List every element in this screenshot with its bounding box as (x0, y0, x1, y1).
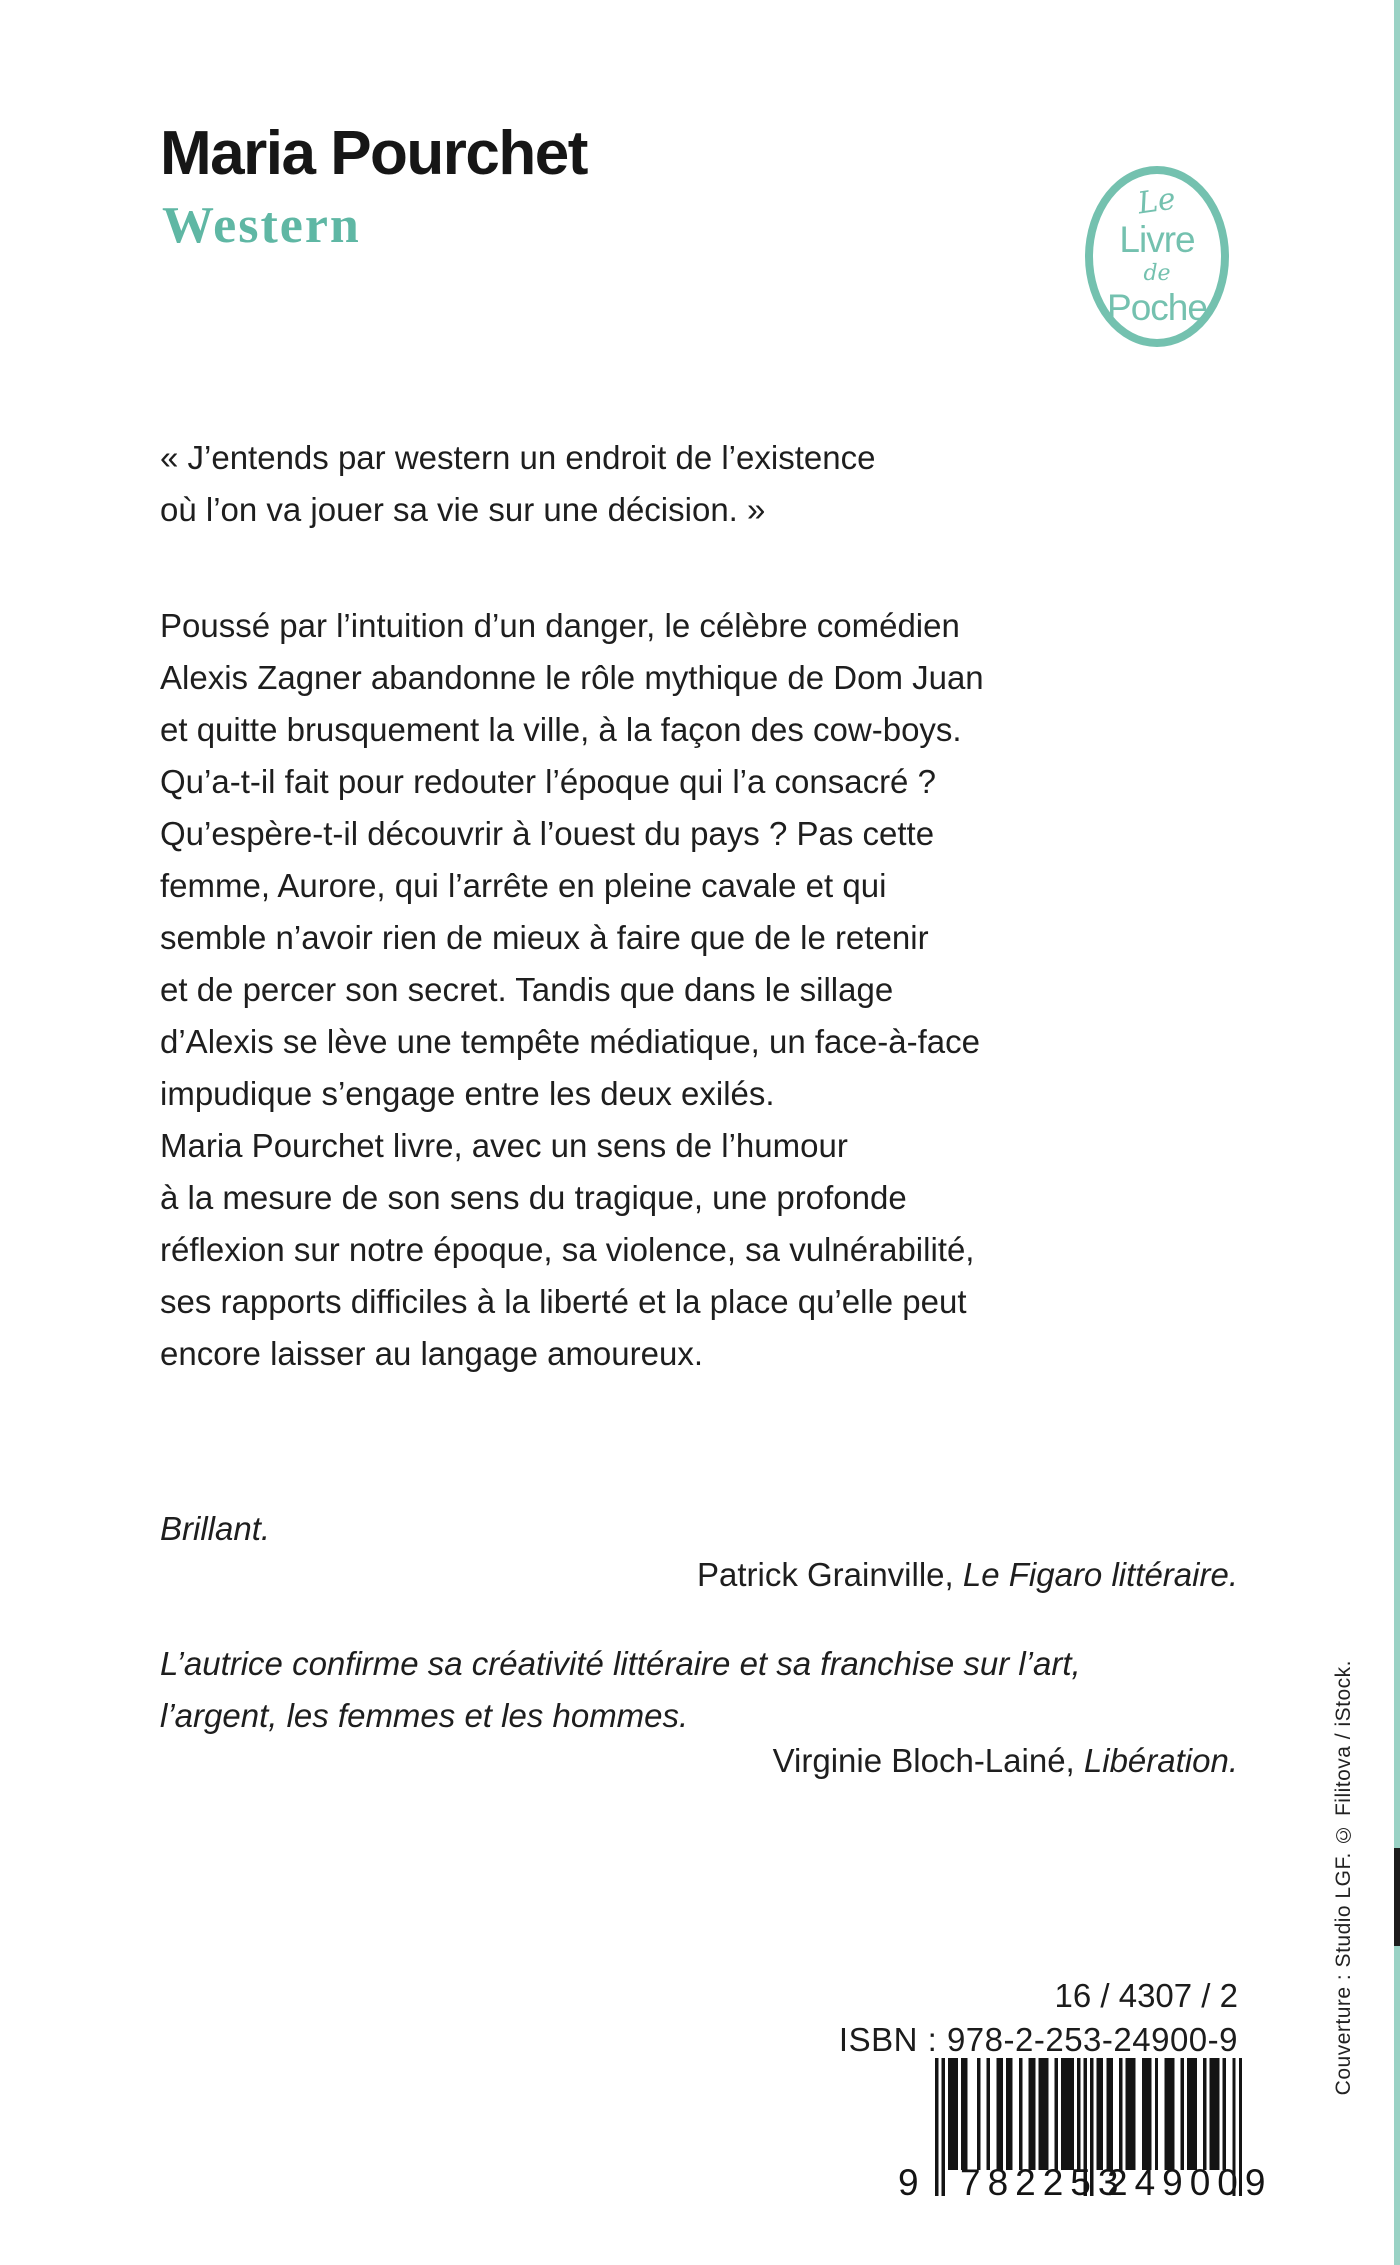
review-quote-figaro: Brillant. (160, 1510, 271, 1547)
review-source: Libération. (1083, 1742, 1238, 1779)
blurb-line: et de percer son secret. Tandis que dans le sillage (160, 971, 894, 1008)
cover-credit: Couverture : Studio LGF. © Filitova / iStock. (1332, 1659, 1355, 2095)
page-edge-dark-segment (1394, 1848, 1400, 1946)
review-quote-liberation (160, 1638, 1081, 1742)
review-attribution-liberation (160, 1742, 1238, 1780)
barcode-digit-left: 9 (898, 2162, 919, 2203)
epigraph-quote (160, 432, 875, 536)
review-source: Le Figaro littéraire. (962, 1556, 1238, 1593)
book-title: Western (162, 197, 361, 254)
blurb-line: Qu’a-t-il fait pour redouter l’époque qui l’a consacré ? (160, 763, 936, 800)
review-quote-line: l’argent, les femmes et les hommes. (160, 1697, 689, 1734)
blurb-line: à la mesure de son sens du tragique, une profonde (160, 1179, 907, 1216)
blurb-line: Maria Pourchet livre, avec un sens de l’humour (160, 1127, 848, 1164)
blurb-line: d’Alexis se lève une tempête médiatique, un face-à-face (160, 1023, 980, 1060)
livre-de-poche-logo (1085, 166, 1229, 347)
epigraph-line: où l’on va jouer sa vie sur une décision. » (160, 491, 766, 528)
logo-word-de: de (1143, 261, 1171, 286)
barcode-digit-group2: 249009 (1107, 2162, 1273, 2203)
logo-word-poche: Poche (1107, 287, 1207, 328)
reviewer-name: Patrick Grainville, (696, 1556, 963, 1593)
reviewer-name: Virginie Bloch-Lainé, (772, 1742, 1084, 1779)
author-name: Maria Pourchet (160, 119, 587, 188)
blurb-line: réflexion sur notre époque, sa violence, sa vulnérabilité, (160, 1231, 975, 1268)
blurb-line: semble n’avoir rien de mieux à faire que de le retenir (160, 919, 929, 956)
blurb-line: Alexis Zagner abandonne le rôle mythique de Dom Juan (160, 659, 984, 696)
blurb-line: encore laisser au langage amoureux. (160, 1335, 704, 1372)
blurb-line: femme, Aurore, qui l’arrête en pleine cavale et qui (160, 867, 887, 904)
blurb-line: Poussé par l’intuition d’un danger, le célèbre comédien (160, 607, 960, 644)
blurb-line: Qu’espère-t-il découvrir à l’ouest du pays ? Pas cette (160, 815, 935, 852)
isbn-number: ISBN : 978-2-253-24900-9 (838, 2021, 1238, 2058)
barcode-digit-group1: 782253 (960, 2162, 1126, 2203)
review-quote-line: L’autrice confirme sa créativité littéraire et sa franchise sur l’art, (160, 1645, 1081, 1682)
print-code: 16 / 4307 / 2 (1054, 1977, 1238, 2014)
review-attribution-figaro (160, 1556, 1238, 1594)
blurb-line: impudique s’engage entre les deux exilés. (160, 1075, 775, 1112)
epigraph-line: « J’entends par western un endroit de l’existence (160, 439, 876, 476)
logo-word-le: Le (1135, 181, 1179, 222)
blurb-line: et quitte brusquement la ville, à la façon des cow-boys. (160, 711, 962, 748)
ean13-barcode (898, 2058, 1273, 2203)
blurb-line: ses rapports difficiles à la liberté et la place qu’elle peut (160, 1283, 967, 1320)
synopsis-blurb (160, 600, 984, 1380)
logo-word-livre: Livre (1119, 219, 1195, 260)
